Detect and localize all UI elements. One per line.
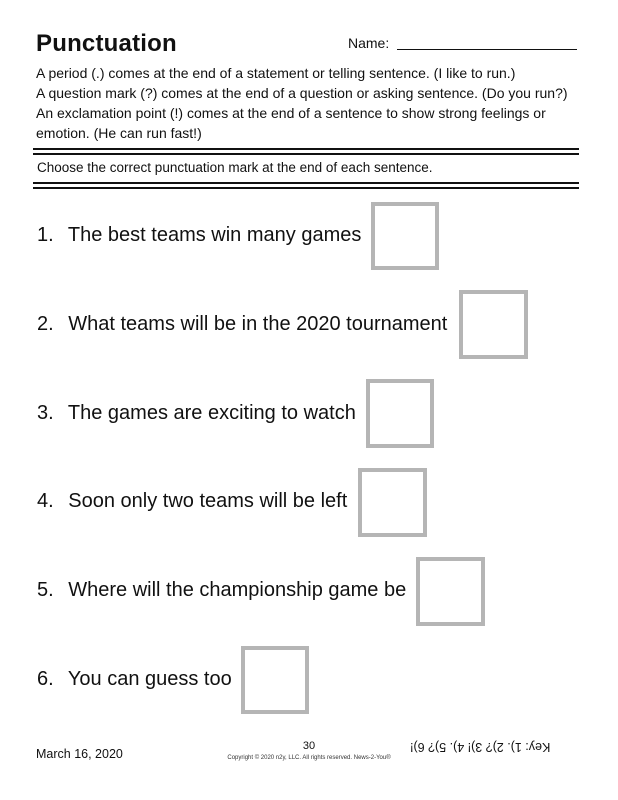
question-text: Where will the championship game be [68, 579, 407, 601]
answer-box-6[interactable] [241, 646, 309, 714]
punctuation-rules [36, 63, 596, 143]
question-number: 1. [37, 224, 54, 246]
question-text: The games are exciting to watch [67, 402, 356, 424]
question-number: 4. [37, 490, 54, 512]
copyright-notice: Copyright © 2020 n2y, LLC. All rights reserved. News-2-You® [227, 755, 391, 761]
question-6 [37, 668, 232, 691]
answer-box-5[interactable] [416, 557, 485, 626]
answer-key: Key: 1). 2)? 3)! 4). 5)? 6)! [410, 740, 551, 754]
answer-box-3[interactable] [366, 379, 434, 448]
question-3 [37, 402, 356, 425]
divider-line [33, 182, 579, 184]
worksheet-title: Punctuation [36, 30, 177, 57]
question-text: The best teams win many games [67, 224, 362, 246]
answer-box-4[interactable] [358, 468, 427, 537]
name-field-line[interactable] [397, 49, 577, 50]
question-number: 2. [37, 313, 54, 335]
answer-box-2[interactable] [459, 290, 528, 359]
divider-line [33, 153, 579, 155]
question-number: 3. [37, 402, 54, 424]
footer-date: March 16, 2020 [36, 747, 123, 761]
question-number: 5. [37, 579, 54, 601]
page-number: 30 [302, 740, 316, 752]
rule-exclamation-point: An exclamation point (!) comes at the end of a sentence to show strong feelings or emotion. (He can run fast!) [36, 105, 546, 141]
question-text: You can guess too [67, 668, 232, 690]
answer-box-1[interactable] [371, 202, 439, 270]
rule-question-mark: A question mark (?) comes at the end of a question or asking sentence. (Do you run?) [36, 85, 568, 101]
question-5 [37, 579, 406, 602]
question-2 [37, 313, 447, 336]
question-1 [37, 224, 361, 247]
question-number: 6. [37, 668, 54, 690]
question-text: Soon only two teams will be left [68, 490, 348, 512]
name-label: Name: [348, 35, 390, 51]
rule-period: A period (.) comes at the end of a statement or telling sentence. (I like to run.) [36, 65, 516, 81]
question-4 [37, 490, 347, 513]
instruction-text: Choose the correct punctuation mark at the end of each sentence. [37, 160, 433, 175]
divider-line [33, 148, 579, 150]
divider-line [33, 187, 579, 189]
question-text: What teams will be in the 2020 tournament [68, 313, 448, 335]
